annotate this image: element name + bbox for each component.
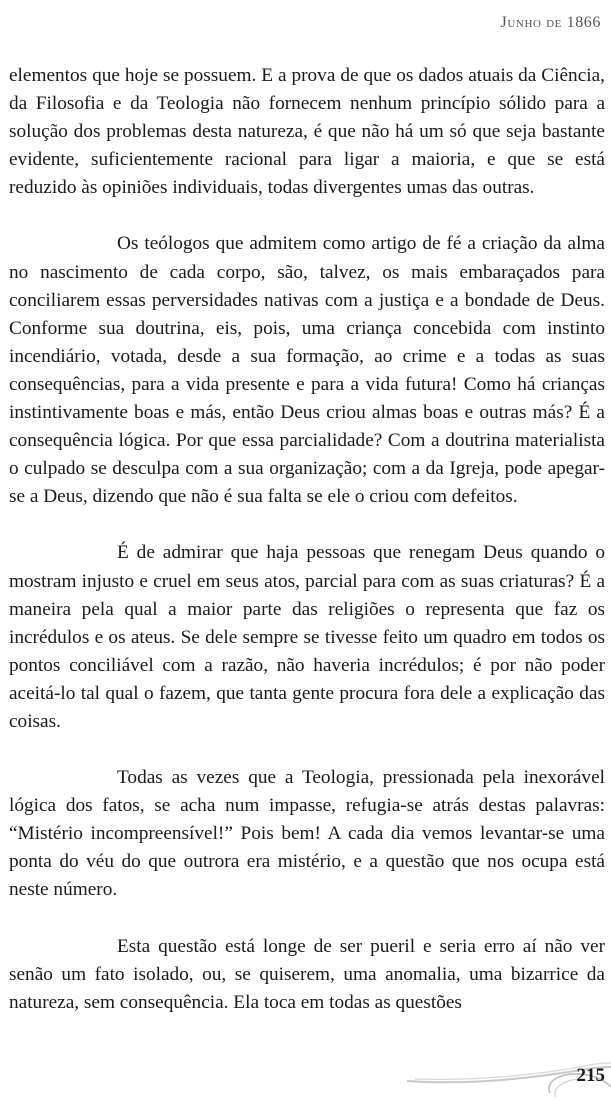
paragraph-continuation: elementos que hoje se possuem. E a prova de que os dados atuais da Ciência, da Filosofia e da Teologia não fornecem nenhum princípio sólido para a solução dos problemas desta natureza, é que não há um só que seja bastante evidente, suficientemente racional para ligar a maioria, e que se está reduzido às opiniões individuais, todas divergentes umas das outras.: [9, 65, 605, 199]
page-number: 215: [576, 1065, 605, 1086]
page-footer: [405, 1041, 611, 1101]
running-header: Junho de 1866: [500, 14, 601, 31]
paragraph-theologians: Os teólogos que admitem como artigo de fé a criação da alma no nascimento de cada corpo, são, talvez, os mais embaraçados para conciliarem essas perversidades nativas com a justiça e a bondade de Deus. Conforme sua doutrina, eis, pois, uma criança concebida com instinto incendiário, votada, desde a sua formação, ao crime e a todas as suas consequências, para a vida presente e para a vida futura! Como há crianças instintivamente boas e más, então Deus criou almas boas e outras más? É a consequência lógica. Por que essa parcialidade? Com a doutrina materialista o culpado se desculpa com a sua organização; com a da Igreja, pode apegar-se a Deus, dizendo que não é sua falta se ele o criou com defeitos.: [9, 233, 605, 508]
page-body: [9, 62, 605, 1045]
paragraph-mystery: Todas as vezes que a Teologia, pressionada pela inexorável lógica dos fatos, se acha num impasse, refugia-se atrás destas palavras: “Mistério incompreensível!” Pois bem! A cada dia vemos levantar-se uma ponta do véu do que outrora era mistério, e a questão que nos ocupa está neste número.: [9, 767, 605, 901]
paragraph-question: Esta questão está longe de ser pueril e seria erro aí não ver senão um fato isolado, ou, se quiserem, uma anomalia, uma bizarrice da natureza, sem consequência. Ela toca em todas as questões: [9, 935, 605, 1013]
paragraph-unbelievers: É de admirar que haja pessoas que renegam Deus quando o mostram injusto e cruel em seus atos, parcial para com as suas criaturas? É a maneira pela qual a maior parte das religiões o representa que faz os incrédulos e os ateus. Se dele sempre se tivesse feito um quadro em todos os pontos conciliável com a razão, não haveria incrédulos; é por não poder aceitá-lo tal qual o fazem, que tanta gente procura fora dele a explicação das coisas.: [9, 542, 605, 732]
